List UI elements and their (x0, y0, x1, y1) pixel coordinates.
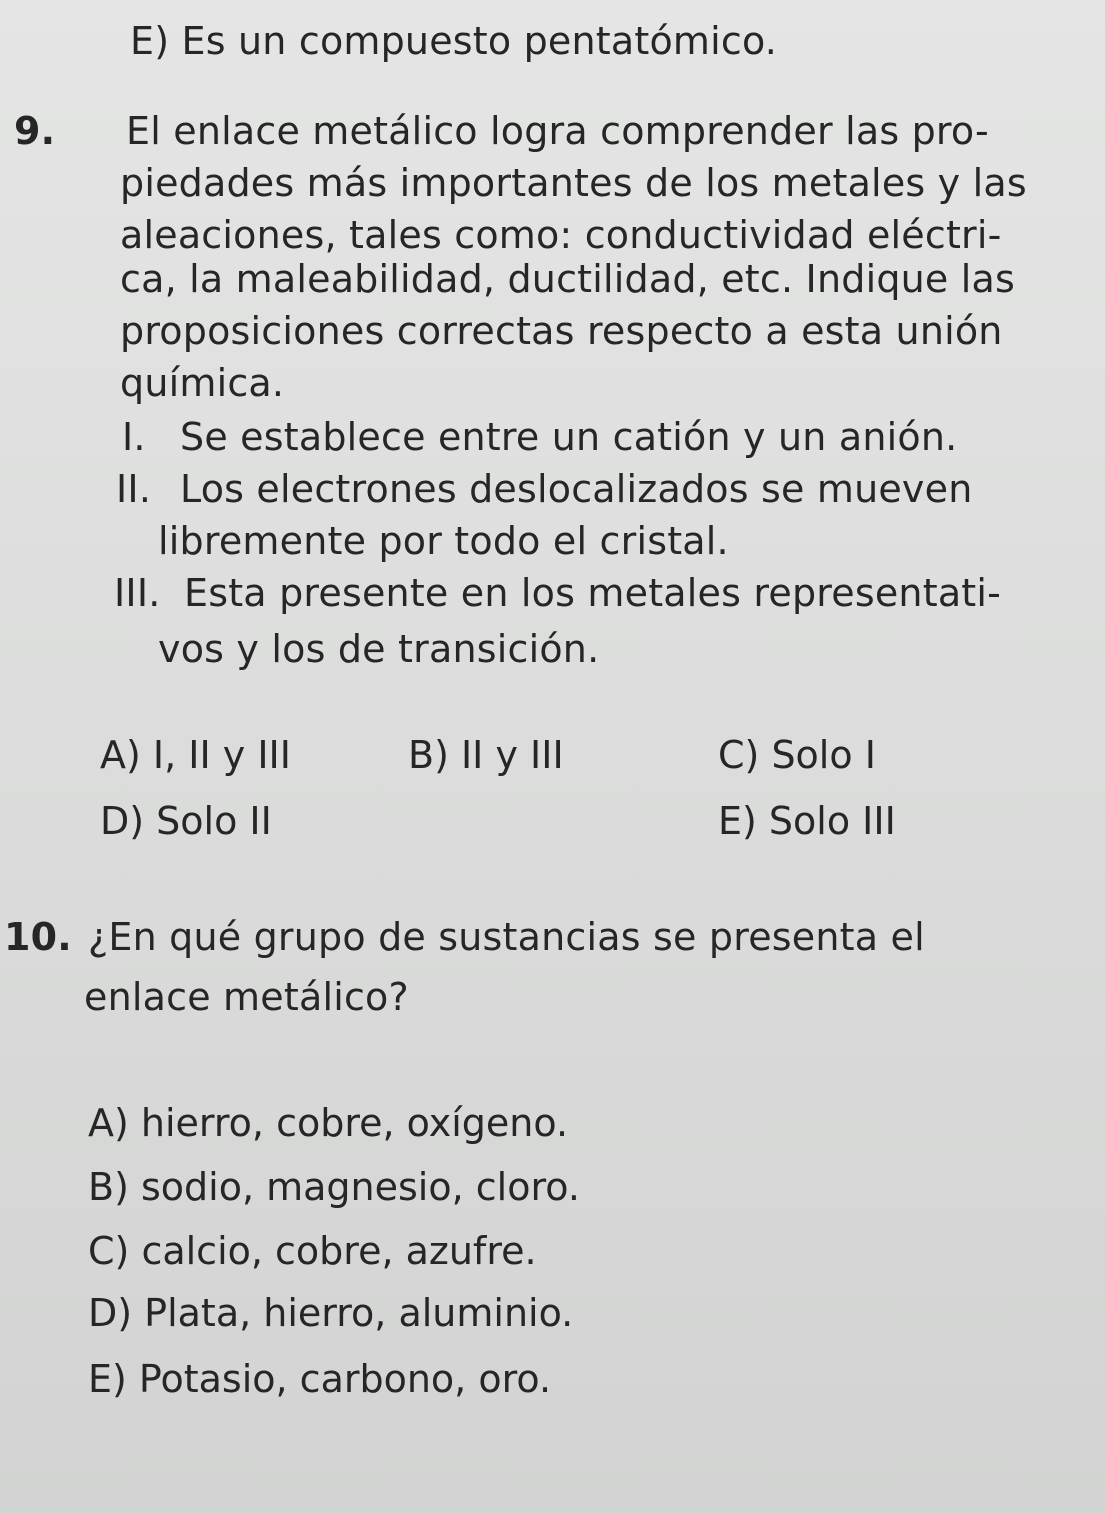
proposition-1-number: I. (122, 415, 146, 459)
q10-option-c: C) calcio, cobre, azufre. (88, 1229, 537, 1273)
proposition-2-text-2: libremente por todo el cristal. (158, 519, 729, 563)
proposition-3-text-2: vos y los de transición. (158, 627, 600, 671)
q9-option-c: C) Solo I (718, 733, 876, 777)
proposition-2-text-1: Los electrones deslocalizados se mueven (180, 467, 973, 511)
question-10-line-2: enlace metálico? (84, 975, 409, 1019)
question-10-line-1: ¿En qué grupo de sustancias se presenta el (88, 915, 925, 959)
q9-option-b: B) II y III (408, 733, 564, 777)
q10-option-a: A) hierro, cobre, oxígeno. (88, 1101, 569, 1145)
q9-option-e: E) Solo III (718, 799, 896, 843)
proposition-2-number: II. (116, 467, 152, 511)
question-9-line-1: El enlace metálico logra comprender las pro- (126, 109, 989, 153)
question-9-line-6: química. (120, 361, 285, 405)
q10-option-e: E) Potasio, carbono, oro. (88, 1357, 552, 1401)
q9-option-a: A) I, II y III (100, 733, 291, 777)
proposition-3-number: III. (114, 571, 161, 615)
question-9-line-4: ca, la maleabilidad, ductilidad, etc. Indique las (120, 257, 1016, 301)
q9-option-d: D) Solo II (100, 799, 272, 843)
proposition-1-text: Se establece entre un catión y un anión. (180, 415, 958, 459)
proposition-3-text-1: Esta presente en los metales representati- (184, 571, 1002, 615)
question-9-line-5: proposiciones correctas respecto a esta unión (120, 309, 1003, 353)
q10-option-d: D) Plata, hierro, aluminio. (88, 1291, 574, 1335)
prev-option-e: E) Es un compuesto pentatómico. (130, 19, 778, 63)
question-10-number: 10. (4, 915, 72, 959)
question-9-line-2: piedades más importantes de los metales y las (120, 161, 1027, 205)
question-9-line-3: aleaciones, tales como: conductividad eléctri- (120, 213, 1002, 257)
question-9-number: 9. (14, 109, 56, 153)
q10-option-b: B) sodio, magnesio, cloro. (88, 1165, 580, 1209)
